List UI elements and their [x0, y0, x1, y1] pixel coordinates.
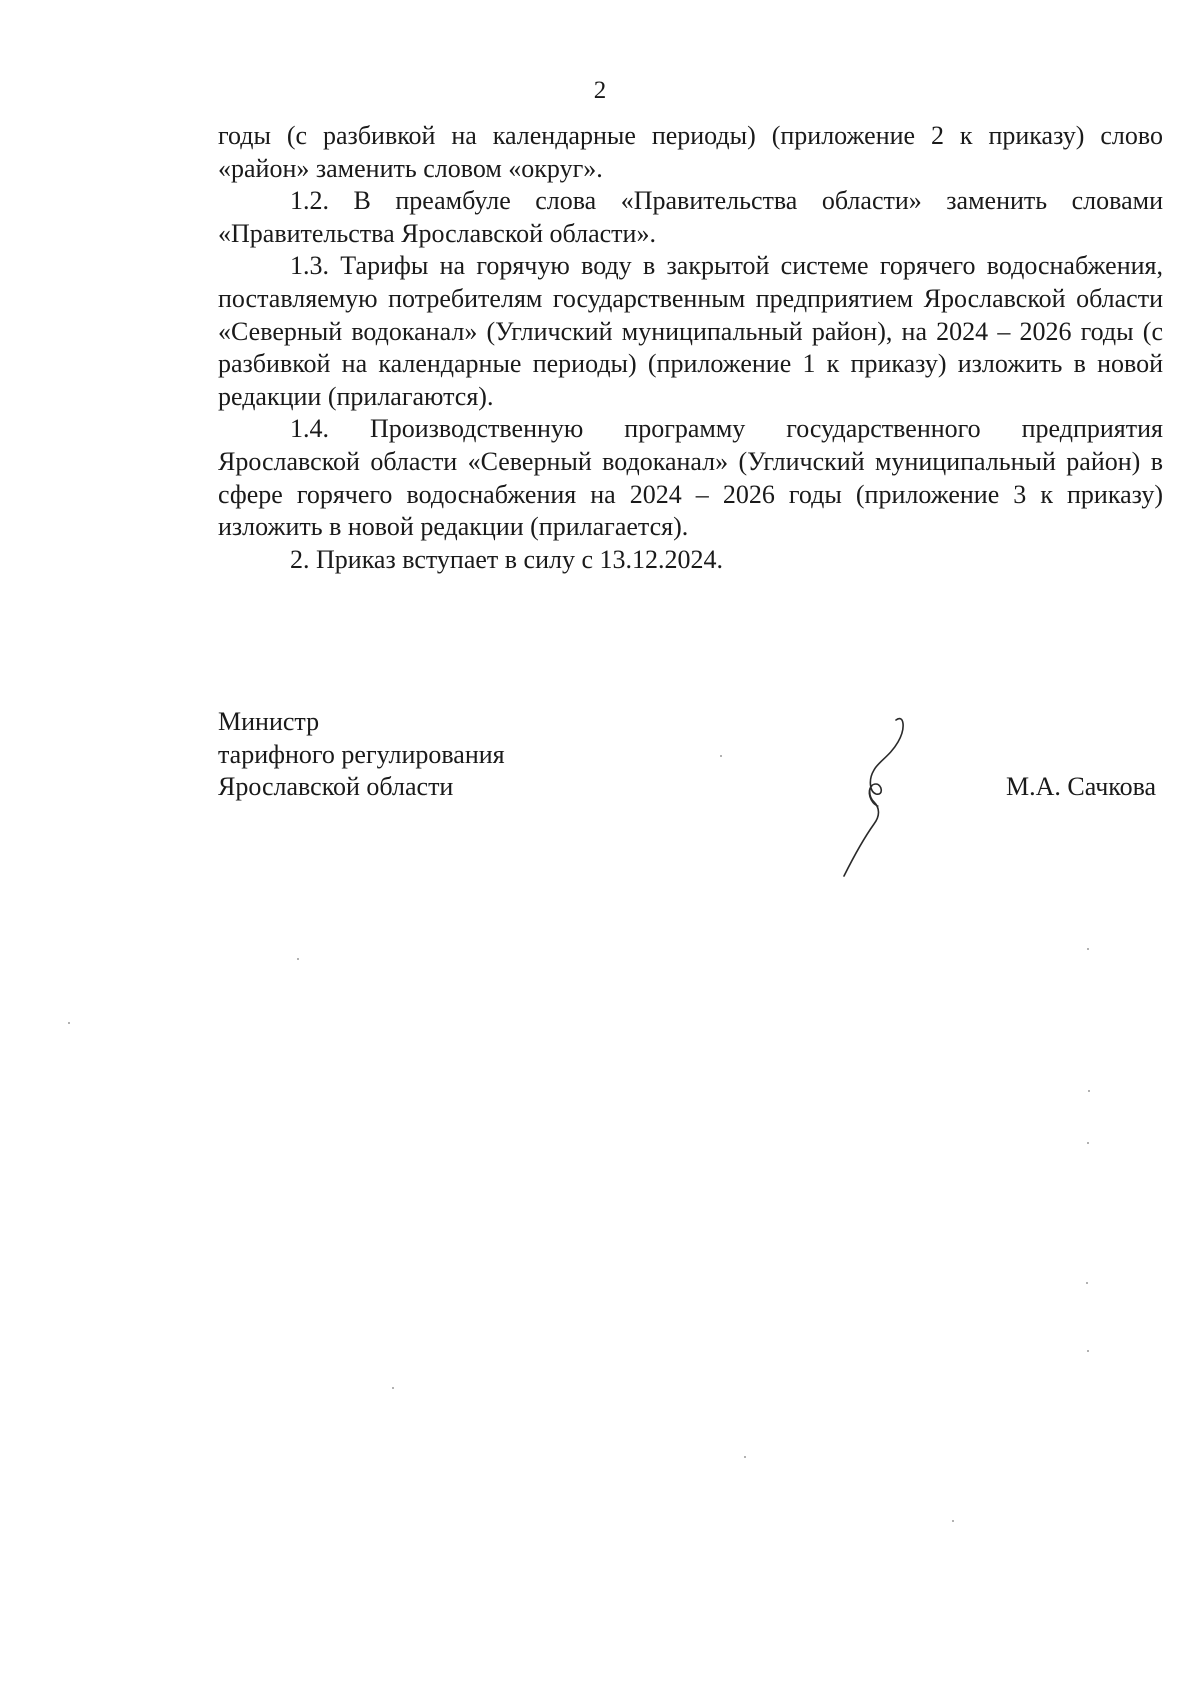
signer-name: М.А. Сачкова: [1006, 772, 1157, 801]
scan-speck: [1087, 1350, 1089, 1352]
page-number: 2: [593, 77, 607, 104]
position-line: Министр: [218, 707, 320, 736]
scan-speck: [1087, 1142, 1089, 1144]
scan-speck: [1086, 1282, 1088, 1284]
scan-speck: [1087, 948, 1089, 950]
scan-speck: [1088, 1090, 1090, 1092]
handwritten-signature: [830, 712, 930, 882]
scan-speck: [720, 755, 722, 757]
paragraph-1-3: 1.3. Тарифы на горячую воду в закрытой системе горячего водоснабжения, поставляемую потребителям государственным предприятием Ярославской области «Северный водоканал» (Угличский муниципальный район), на 2024 – 2026 годы (с разбивкой на календарные периоды) (приложение 1 к приказу) изложить в новой редакции (прилагаются).: [218, 251, 1163, 411]
paragraph-1-4: 1.4. Производственную программу государственного предприятия Ярославской области «Северный водоканал» (Угличский муниципальный район) в сфере горячего водоснабжения на 2024 – 2026 годы (приложение 3 к приказу) изложить в новой редакции (прилагается).: [218, 414, 1163, 542]
position-line: Ярославской области: [218, 772, 454, 802]
paragraph-continuation: годы (с разбивкой на календарные периоды) (приложение 2 к приказу) слово «район» заменить словом «округ».: [218, 121, 1163, 183]
signatory-position: [218, 706, 505, 804]
position-line: тарифного регулирования: [218, 739, 505, 769]
paragraph-2: 2. Приказ вступает в силу с 13.12.2024.: [290, 544, 724, 574]
document-body: [218, 120, 1163, 576]
scan-speck: [952, 1520, 954, 1522]
scan-speck: [392, 1387, 394, 1389]
paragraph-1-2: 1.2. В преамбуле слова «Правительства области» заменить словами «Правительства Ярославской области».: [218, 186, 1163, 248]
scan-speck: [297, 958, 299, 960]
scan-speck: [744, 1456, 746, 1458]
scan-speck: [68, 1022, 70, 1024]
